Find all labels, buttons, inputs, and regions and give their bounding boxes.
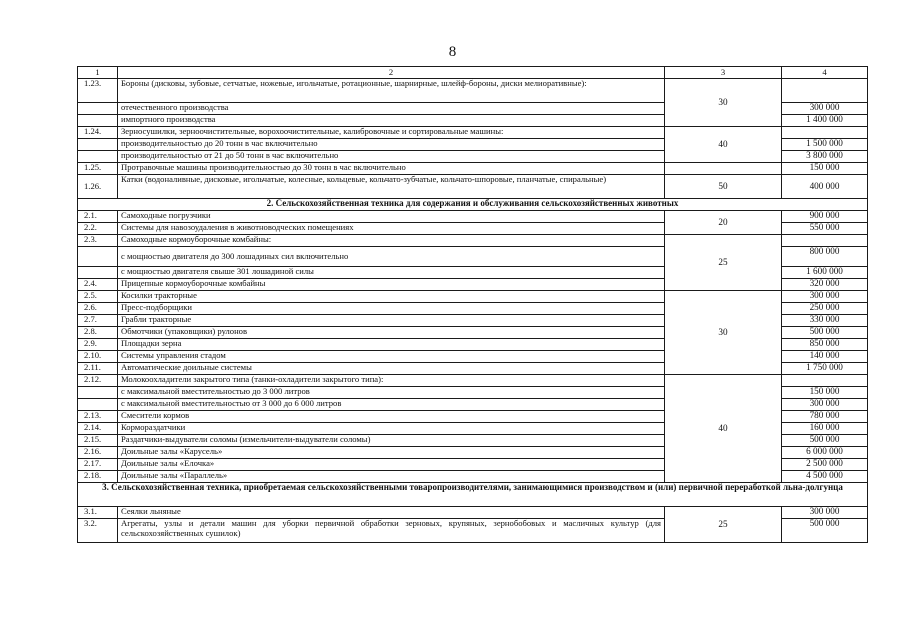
row-number: 2.15. (78, 435, 118, 447)
row-name: Бороны (дисковы, зубовые, сетчатые, ножевые, игольчатые, ротационные, шарнирные, шлейф-бороны, диски мелиоративные): (118, 79, 665, 103)
header-col-3: 3 (665, 67, 782, 79)
row-number: 2.16. (78, 447, 118, 459)
row-number (78, 139, 118, 151)
row-number: 2.1. (78, 211, 118, 223)
page-number: 8 (448, 44, 457, 60)
row-name: Раздатчики-выдуватели соломы (измельчители-выдуватели соломы) (118, 435, 665, 447)
row-name: Доильные залы «Карусель» (118, 447, 665, 459)
row-name: Доильные залы «Параллель» (118, 471, 665, 483)
row-name: Сеялки льняные (118, 507, 665, 519)
row-name: с мощностью двигателя свыше 301 лошадиной силы (118, 267, 665, 279)
table-row (78, 507, 868, 519)
row-name: Грабли тракторные (118, 315, 665, 327)
header-col-1: 1 (78, 67, 118, 79)
row-percent: 20 (665, 211, 782, 235)
row-number (78, 267, 118, 279)
table-header-row (78, 67, 868, 79)
subsidy-rates-table (77, 66, 868, 543)
row-value: 780 000 (782, 411, 868, 423)
row-name: с мощностью двигателя до 300 лошадиных сил включительно (118, 247, 665, 267)
row-name: с максимальной вместительностью до 3 000 литров (118, 387, 665, 399)
row-name: Системы для навозоудаления в животноводческих помещениях (118, 223, 665, 235)
row-percent: 50 (665, 175, 782, 199)
row-number (78, 399, 118, 411)
row-name: импортного производства (118, 115, 665, 127)
row-value: 150 000 (782, 387, 868, 399)
row-value: 800 000 (782, 247, 868, 267)
row-value: 300 000 (782, 103, 868, 115)
row-name: Обмотчики (упаковщики) рулонов (118, 327, 665, 339)
row-name: отечественного производства (118, 103, 665, 115)
row-name: Катки (водоналивные, дисковые, игольчатые, колесные, кольцевые, кольчато-зубчатые, кольчато-шпоровые, планчатые, спиральные) (118, 175, 665, 199)
row-value: 1 600 000 (782, 267, 868, 279)
row-number: 3.2. (78, 519, 118, 543)
row-number: 2.14. (78, 423, 118, 435)
row-name: Автоматические доильные системы (118, 363, 665, 375)
row-name: Кормораздатчики (118, 423, 665, 435)
table-row (78, 211, 868, 223)
row-name: Самоходные кормоуборочные комбайны: (118, 235, 665, 247)
row-number: 1.26. (78, 175, 118, 199)
row-percent: 40 (665, 127, 782, 163)
row-percent: 25 (665, 235, 782, 291)
row-value: 850 000 (782, 339, 868, 351)
row-value (782, 235, 868, 247)
table-row (78, 175, 868, 199)
row-number: 2.10. (78, 351, 118, 363)
row-value (782, 127, 868, 139)
row-value: 900 000 (782, 211, 868, 223)
row-number: 2.5. (78, 291, 118, 303)
section-row (78, 199, 868, 211)
table-row (78, 235, 868, 247)
row-name: Молокоохладители закрытого типа (танки-охладители закрытого типа): (118, 375, 665, 387)
row-number (78, 151, 118, 163)
row-value: 300 000 (782, 291, 868, 303)
row-name: Косилки тракторные (118, 291, 665, 303)
row-name: Прицепные кормоуборочные комбайны (118, 279, 665, 291)
row-value: 500 000 (782, 519, 868, 543)
table-row (78, 163, 868, 175)
row-number (78, 115, 118, 127)
row-value: 400 000 (782, 175, 868, 199)
row-number: 2.13. (78, 411, 118, 423)
row-number: 2.2. (78, 223, 118, 235)
row-number: 2.3. (78, 235, 118, 247)
row-value: 140 000 (782, 351, 868, 363)
row-name: Самоходные погрузчики (118, 211, 665, 223)
row-number: 2.17. (78, 459, 118, 471)
row-name: Пресс-подборщики (118, 303, 665, 315)
row-percent: 25 (665, 507, 782, 543)
row-value: 550 000 (782, 223, 868, 235)
row-number: 2.9. (78, 339, 118, 351)
row-number (78, 103, 118, 115)
row-percent (665, 163, 782, 175)
row-name: производительностью от 21 до 50 тонн в час включительно (118, 151, 665, 163)
row-number: 2.11. (78, 363, 118, 375)
row-percent: 30 (665, 79, 782, 127)
row-number: 1.23. (78, 79, 118, 103)
row-value: 250 000 (782, 303, 868, 315)
row-name: Агрегаты, узлы и детали машин для уборки первичной обработки зерновых, крупяных, зернобобовых и масличных культур (для сельскохозяйственных сушилок) (118, 519, 665, 543)
row-value: 1 500 000 (782, 139, 868, 151)
row-name: Системы управления стадом (118, 351, 665, 363)
row-name: Смесители кормов (118, 411, 665, 423)
row-name: производительностью до 20 тонн в час включительно (118, 139, 665, 151)
table-row (78, 291, 868, 303)
row-value (782, 79, 868, 103)
row-number: 2.12. (78, 375, 118, 387)
row-number: 3.1. (78, 507, 118, 519)
section-title: 3. Сельскохозяйственная техника, приобретаемая сельскохозяйственными товаропроизводителями, занимающимися производством и (или) первичной переработкой льна-долгунца (78, 483, 868, 507)
section-row (78, 483, 868, 507)
row-number (78, 387, 118, 399)
table-row (78, 127, 868, 139)
row-value: 320 000 (782, 279, 868, 291)
row-value: 3 800 000 (782, 151, 868, 163)
row-value: 500 000 (782, 435, 868, 447)
row-value: 160 000 (782, 423, 868, 435)
row-percent: 40 (665, 375, 782, 483)
header-col-4: 4 (782, 67, 868, 79)
row-value: 1 400 000 (782, 115, 868, 127)
section-title: 2. Сельскохозяйственная техника для содержания и обслуживания сельскохозяйственных животных (78, 199, 868, 211)
row-value: 330 000 (782, 315, 868, 327)
row-value (782, 375, 868, 387)
row-number: 2.4. (78, 279, 118, 291)
row-number: 1.25. (78, 163, 118, 175)
row-name: Протравочные машины производительностью до 30 тонн в час включительно (118, 163, 665, 175)
row-value: 4 500 000 (782, 471, 868, 483)
row-percent: 30 (665, 291, 782, 375)
row-value: 500 000 (782, 327, 868, 339)
row-value: 300 000 (782, 399, 868, 411)
row-name: Зерносушилки, зерноочистительные, ворохоочистительные, калибровочные и сортировальные машины: (118, 127, 665, 139)
row-value: 1 750 000 (782, 363, 868, 375)
row-number: 2.8. (78, 327, 118, 339)
table-row (78, 79, 868, 103)
row-number: 1.24. (78, 127, 118, 139)
row-value: 6 000 000 (782, 447, 868, 459)
row-value: 300 000 (782, 507, 868, 519)
row-name: с максимальной вместительностью от 3 000 до 6 000 литров (118, 399, 665, 411)
row-name: Площадки зерна (118, 339, 665, 351)
header-col-2: 2 (118, 67, 665, 79)
row-name: Доильные залы «Елочка» (118, 459, 665, 471)
row-number: 2.18. (78, 471, 118, 483)
row-number: 2.7. (78, 315, 118, 327)
row-value: 2 500 000 (782, 459, 868, 471)
table-row (78, 375, 868, 387)
row-number: 2.6. (78, 303, 118, 315)
row-value: 150 000 (782, 163, 868, 175)
row-number (78, 247, 118, 267)
